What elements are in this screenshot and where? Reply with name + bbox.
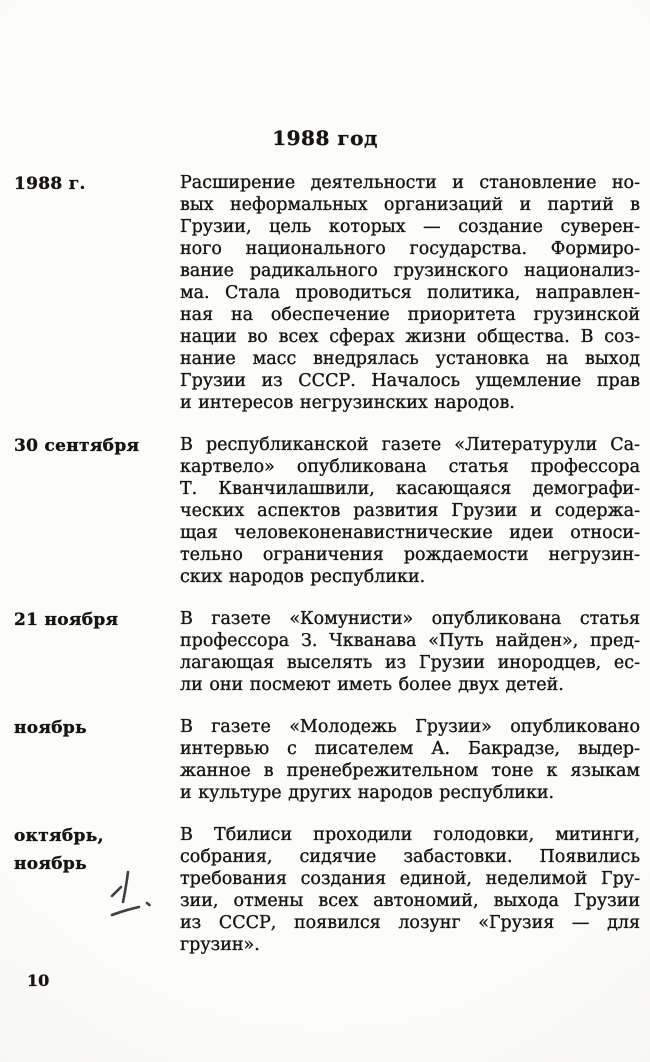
- entry-text-line: ских народов республики.: [180, 567, 426, 587]
- entry-text-line: собрания, сидячие забастовки. Появились: [180, 847, 640, 867]
- entry-text-line: В республиканской газете «Литературули Са-: [180, 435, 640, 455]
- entry-text-line: грузин».: [180, 935, 260, 955]
- entry-text-line: вание радикального грузинского национализ-: [180, 261, 640, 281]
- entry-text-line: ма. Стала проводиться политика, направлен-: [180, 283, 640, 303]
- entry-text: [180, 434, 640, 588]
- page-title: 1988 год: [272, 126, 378, 150]
- chronology-entries: [14, 172, 640, 956]
- entry-date-line: ноябрь: [14, 718, 87, 738]
- entry-text: [180, 172, 640, 414]
- entry-date: [14, 824, 180, 956]
- chronology-entry: [14, 824, 640, 956]
- entry-text-line: лагающая выселять из Грузии инородцев, ес-: [180, 653, 640, 673]
- entry-date-line: 21 ноября: [14, 610, 119, 630]
- entry-text-line: В газете «Комунисти» опубликована статья: [180, 609, 640, 629]
- entry-text-line: вых неформальных организаций и партий в: [180, 195, 640, 215]
- entry-text: [180, 716, 640, 804]
- entry-text-line: профессора З. Чкванава «Путь найден», пред-: [180, 631, 640, 651]
- page-number: 10: [27, 971, 50, 990]
- chronology-entry: [14, 716, 640, 804]
- entry-text-line: В газете «Молодежь Грузии» опубликовано: [180, 717, 640, 737]
- entry-text-line: картвело» опубликована статья профессора: [180, 457, 640, 477]
- entry-date: [14, 172, 180, 414]
- entry-text-line: и интересов негрузинских народов.: [180, 393, 515, 413]
- entry-text-line: ного национального государства. Формиро-: [180, 239, 640, 259]
- entry-text-line: нание масс внедрялась установка на выход: [180, 349, 640, 369]
- entry-text-line: требования создания единой, неделимой Гру-: [180, 869, 640, 889]
- entry-text-line: нации во всех сферах жизни общества. В соз-: [180, 327, 640, 347]
- entry-text-line: Т. Кванчилашвили, касающаяся демографи-: [180, 479, 640, 499]
- chronology-entry: [14, 172, 640, 414]
- entry-date-line: 1988 г.: [14, 174, 86, 194]
- entry-date-line: ноябрь: [14, 854, 87, 874]
- entry-date: [14, 608, 180, 696]
- entry-text-line: тельно ограничения рождаемости негрузин-: [180, 545, 640, 565]
- entry-text-line: Расширение деятельности и становление но-: [180, 173, 640, 193]
- entry-text-line: жанное в пренебрежительном тоне к языкам: [180, 761, 640, 781]
- entry-text-line: щая человеконенавистнические идеи относи-: [180, 523, 640, 543]
- entry-text-line: ли они посмеют иметь более двух детей.: [180, 675, 564, 695]
- entry-text-line: и культуре других народов республики.: [180, 783, 555, 803]
- entry-date-line: октябрь,: [14, 826, 104, 846]
- entry-text-line: ческих аспектов развития Грузии и содержа-: [180, 501, 640, 521]
- entry-text: [180, 824, 640, 956]
- entry-text-line: из СССР, появился лозунг «Грузия — для: [180, 913, 640, 933]
- entry-date: [14, 716, 180, 804]
- entry-text-line: Грузии, цель которых — создание суверен-: [180, 217, 640, 237]
- entry-text-line: зии, отмены всех автономий, выхода Грузии: [180, 891, 640, 911]
- entry-text-line: Грузии из СССР. Началось ущемление прав: [180, 371, 640, 391]
- entry-date: [14, 434, 180, 588]
- entry-date-line: 30 сентября: [14, 436, 140, 456]
- chronology-entry: [14, 608, 640, 696]
- entry-text-line: В Тбилиси проходили голодовки, митинги,: [180, 825, 640, 845]
- entry-text: [180, 608, 640, 696]
- entry-text-line: ная на обеспечение приоритета грузинской: [180, 305, 640, 325]
- entry-text-line: интервью с писателем А. Бакрадзе, выдер-: [180, 739, 640, 759]
- chronology-entry: [14, 434, 640, 588]
